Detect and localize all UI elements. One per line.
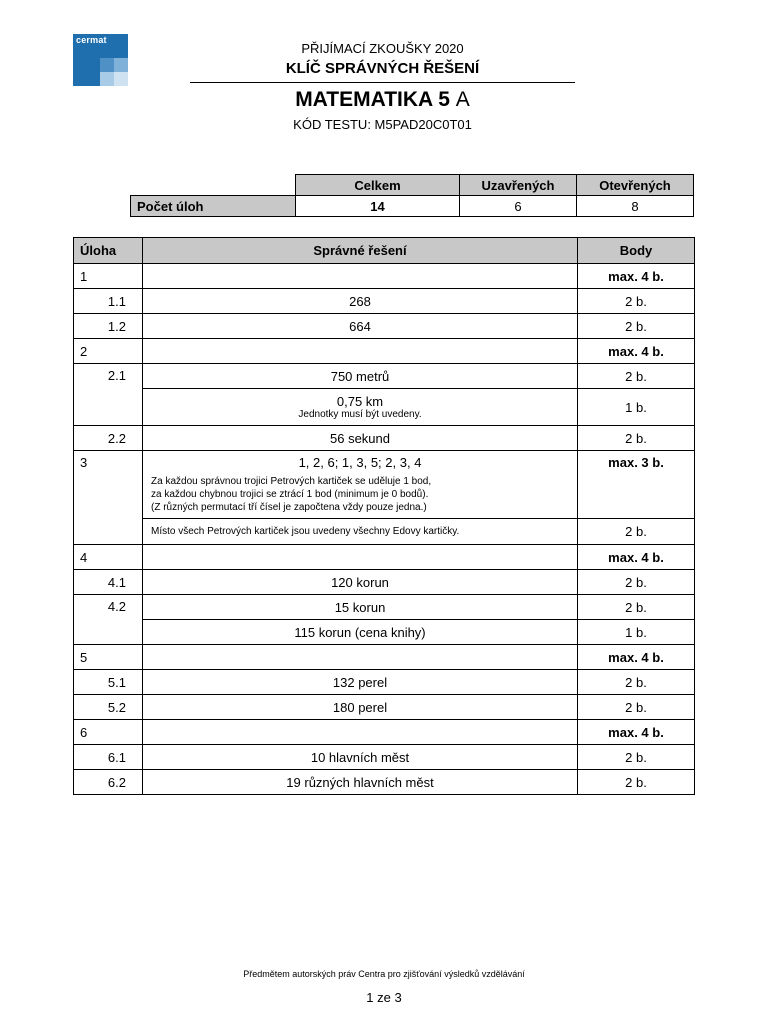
subject-variant: A (455, 88, 470, 111)
solution-cell: 56 sekund (143, 426, 578, 451)
table-row (74, 339, 695, 364)
note-line: (Z různých permutací tří čísel je započtena vždy pouze jedna.) (151, 502, 427, 513)
header-solution: Správné řešení (143, 238, 578, 264)
logo-square (100, 72, 114, 86)
summary-table (130, 174, 694, 217)
task-number: 3 (74, 451, 143, 545)
solution-cell: 10 hlavních měst (143, 745, 578, 770)
summary-open: 8 (577, 196, 694, 217)
summary-closed: 6 (460, 196, 577, 217)
note-line: Za každou správnou trojici Petrových kartiček se uděluje 1 bod, (151, 476, 432, 487)
summary-blank-cell (131, 175, 296, 196)
table-row (74, 595, 695, 620)
table-row (74, 745, 695, 770)
points-cell: 1 b. (578, 389, 695, 426)
solution-cell (143, 545, 578, 570)
table-header-row (74, 238, 695, 264)
summary-total: 14 (296, 196, 460, 217)
test-code: KÓD TESTU: M5PAD20C0T01 (293, 117, 472, 132)
subtask-number: 2.2 (74, 426, 143, 451)
summary-row-label: Počet úloh (131, 196, 296, 217)
subtask-number: 1.1 (74, 289, 143, 314)
points-cell: max. 4 b. (578, 545, 695, 570)
note-line: za každou chybnou trojici se ztrácí 1 bod (minimum je 0 bodů). (151, 489, 429, 500)
subtask-number: 5.1 (74, 670, 143, 695)
solution-cell: 180 perel (143, 695, 578, 720)
points-cell: 1 b. (578, 620, 695, 645)
points-cell: 2 b. (578, 595, 695, 620)
points-cell: 2 b. (578, 314, 695, 339)
answer-key-title: KLÍČ SPRÁVNÝCH ŘEŠENÍ (285, 60, 480, 77)
copyright-footer: Předmětem autorských práv Centra pro zjišťování výsledků vzdělávání (243, 969, 525, 979)
subtask-number: 4.2 (74, 595, 143, 645)
table-row (74, 519, 695, 545)
points-cell: 2 b. (578, 570, 695, 595)
table-row (74, 426, 695, 451)
solution-note: Jednotky musí být uvedeny. (298, 408, 422, 420)
task-number: 6 (74, 720, 143, 745)
solution-cell (143, 264, 578, 289)
solution-cell (143, 451, 578, 519)
task-number: 2 (74, 339, 143, 364)
solution-cell: 268 (143, 289, 578, 314)
points-cell: 2 b. (578, 670, 695, 695)
summary-header-total: Celkem (296, 175, 460, 196)
exam-title: PŘIJÍMACÍ ZKOUŠKY 2020 (301, 41, 464, 56)
points-cell: max. 3 b. (578, 451, 695, 519)
points-cell: 2 b. (578, 770, 695, 795)
points-cell: 2 b. (578, 364, 695, 389)
points-cell: 2 b. (578, 745, 695, 770)
solution-cell (143, 720, 578, 745)
task-number: 5 (74, 645, 143, 670)
solution-cell (143, 389, 578, 426)
table-row (74, 289, 695, 314)
table-row (74, 770, 695, 795)
subject-name: MATEMATIKA 5 (295, 88, 450, 111)
solution-note (143, 471, 577, 518)
table-row (74, 720, 695, 745)
table-row (74, 545, 695, 570)
logo-square (114, 58, 128, 72)
solution-cell: 750 metrů (143, 364, 578, 389)
points-cell: 2 b. (578, 289, 695, 314)
solution-cell: 664 (143, 314, 578, 339)
subtask-number: 1.2 (74, 314, 143, 339)
logo-square (114, 72, 128, 86)
solution-cell (143, 339, 578, 364)
task-number: 4 (74, 545, 143, 570)
points-cell: max. 4 b. (578, 264, 695, 289)
points-cell: 2 b. (578, 426, 695, 451)
subtask-number: 6.2 (74, 770, 143, 795)
points-cell: 2 b. (578, 519, 695, 545)
summary-row (131, 196, 694, 217)
task-number: 1 (74, 264, 143, 289)
header-divider (190, 82, 575, 83)
points-cell: max. 4 b. (578, 339, 695, 364)
subtask-number: 5.2 (74, 695, 143, 720)
solution-cell: 115 korun (cena knihy) (143, 620, 578, 645)
solution-cell: 132 perel (143, 670, 578, 695)
table-row (74, 314, 695, 339)
table-row (74, 570, 695, 595)
page-number: 1 ze 3 (366, 990, 402, 1005)
subtask-number: 6.1 (74, 745, 143, 770)
points-cell: max. 4 b. (578, 645, 695, 670)
table-row (74, 451, 695, 519)
solution-value: 1, 2, 6; 1, 3, 5; 2, 3, 4 (298, 455, 422, 470)
solution-cell: 15 korun (143, 595, 578, 620)
header-task: Úloha (74, 238, 143, 264)
points-cell: max. 4 b. (578, 720, 695, 745)
table-row (74, 264, 695, 289)
subject-title (190, 86, 575, 114)
solution-cell: Místo všech Petrových kartiček jsou uvedeny všechny Edovy kartičky. (143, 519, 578, 545)
table-row (74, 389, 695, 426)
summary-header-open: Otevřených (577, 175, 694, 196)
table-row (74, 620, 695, 645)
table-row (74, 695, 695, 720)
subtask-number: 2.1 (74, 364, 143, 426)
logo-square (100, 58, 114, 72)
summary-header-row (131, 175, 694, 196)
solution-value: 0,75 km (336, 393, 384, 409)
document-header (190, 40, 575, 134)
solution-cell: 120 korun (143, 570, 578, 595)
solution-cell: 19 různých hlavních měst (143, 770, 578, 795)
cermat-logo (73, 34, 128, 86)
solutions-table (73, 237, 695, 795)
header-points: Body (578, 238, 695, 264)
subtask-number: 4.1 (74, 570, 143, 595)
summary-header-closed: Uzavřených (460, 175, 577, 196)
table-row (74, 364, 695, 389)
logo-text: cermat (76, 35, 107, 45)
points-cell: 2 b. (578, 695, 695, 720)
table-row (74, 670, 695, 695)
table-row (74, 645, 695, 670)
solution-cell (143, 645, 578, 670)
